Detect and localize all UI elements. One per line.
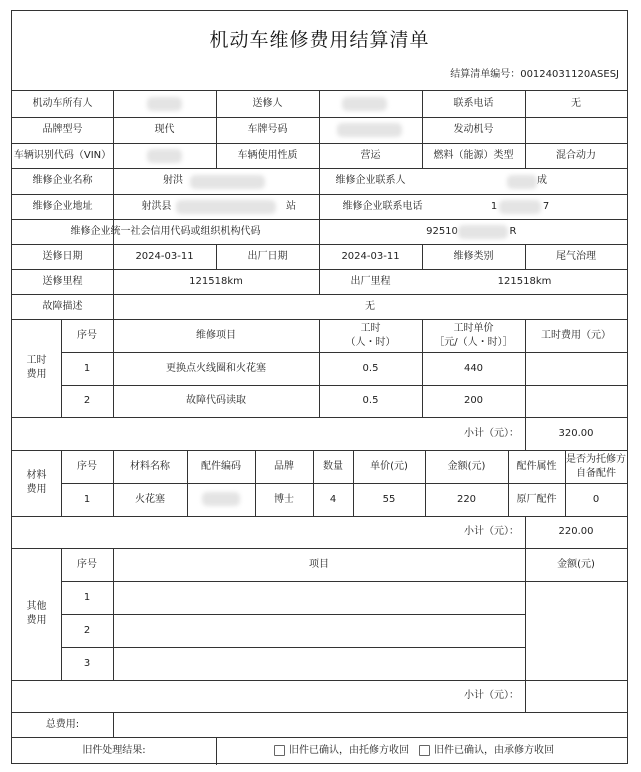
redacted-credit-code xyxy=(458,225,508,239)
send-date-label: 送修日期 xyxy=(42,250,83,262)
fuel-label: 燃料（能源）类型 xyxy=(433,149,514,161)
other-section-label xyxy=(12,548,61,680)
divider xyxy=(319,219,320,244)
other-header-no: 序号 xyxy=(77,558,97,570)
send-mileage-label: 送修里程 xyxy=(42,275,83,287)
labor-header-price-1: 工时单价 xyxy=(453,322,494,334)
labor-header-price-2: ［元/（人・时）］ xyxy=(434,336,513,348)
labor-row-no: 1 xyxy=(83,362,91,374)
fault-label: 故障描述 xyxy=(42,300,83,312)
repair-type-value: 尾气治理 xyxy=(556,250,596,262)
material-header-consign-2: 自备配件 xyxy=(576,467,616,479)
labor-header-price xyxy=(422,319,525,352)
other-row-amount xyxy=(525,581,627,614)
other-row-item xyxy=(113,614,525,647)
labor-header-fee: 工时费用（元） xyxy=(541,329,611,341)
contact-label: 维修企业联系人 xyxy=(335,175,406,186)
redacted-part-code xyxy=(202,492,240,506)
material-section-label-2: 费用 xyxy=(26,484,47,495)
material-header-qty: 数量 xyxy=(323,460,343,472)
total-value xyxy=(113,712,627,737)
address-value: 射洪县 xyxy=(141,200,172,212)
material-row-name: 火花塞 xyxy=(135,493,165,505)
usage-label: 车辆使用性质 xyxy=(237,149,298,161)
fuel-value: 混合动力 xyxy=(556,149,596,161)
other-section-label-1: 其他 xyxy=(26,601,47,612)
material-row-brand: 博士 xyxy=(274,493,294,505)
other-row-no: 3 xyxy=(83,657,91,669)
redacted-address xyxy=(176,200,276,214)
old-parts-option-owner: 旧件已确认，由托修方收回 xyxy=(289,744,409,756)
contact-phone-value-end: 7 xyxy=(542,200,550,212)
repair-type-label: 维修类别 xyxy=(453,250,494,262)
other-subtotal-value xyxy=(525,680,627,712)
page-title: 机动车维修费用结算清单 xyxy=(209,29,430,51)
labor-header-hours xyxy=(319,319,422,352)
send-date-value: 2024-03-11 xyxy=(135,250,194,262)
contact-phone-label: 维修企业联系电话 xyxy=(342,200,423,212)
other-header-amount: 金额(元) xyxy=(557,558,595,570)
redacted-owner xyxy=(147,97,182,111)
phone-label: 联系电话 xyxy=(453,97,494,109)
other-subtotal-label: 小计（元）： xyxy=(464,690,519,701)
labor-subtotal-value: 320.00 xyxy=(558,427,594,439)
contact-phone-value: 1 xyxy=(490,200,498,212)
credit-code-value-end: R xyxy=(509,225,517,237)
material-header-amount: 金额(元) xyxy=(447,460,486,472)
contact-value: 成 xyxy=(537,175,547,186)
labor-header-hours-1: 工时 xyxy=(360,322,381,334)
labor-header-item: 维修项目 xyxy=(196,329,236,341)
labor-row-item: 故障代码读取 xyxy=(186,395,246,406)
material-row-price: 55 xyxy=(382,493,396,505)
redacted-sender xyxy=(342,97,387,111)
old-parts-options xyxy=(216,737,627,764)
other-section-label-2: 费用 xyxy=(26,615,47,626)
phone-value: 无 xyxy=(571,97,581,109)
labor-row-fee xyxy=(525,385,627,417)
material-row-attr: 原厂配件 xyxy=(516,493,557,505)
redacted-plate xyxy=(337,123,402,137)
material-row-no: 1 xyxy=(83,493,91,505)
bill-number: 结算清单编号：00124031120ASESJ xyxy=(450,69,619,80)
labor-row-hours: 0.5 xyxy=(362,362,379,374)
material-header-code: 配件编码 xyxy=(201,460,241,472)
plate-label: 车牌号码 xyxy=(247,124,288,135)
checkbox-returned-to-repairer[interactable] xyxy=(419,745,430,756)
labor-subtotal-label: 小计（元）： xyxy=(464,427,519,439)
labor-section-label-2: 费用 xyxy=(26,369,47,380)
labor-header-no: 序号 xyxy=(77,329,97,341)
owner-label: 机动车所有人 xyxy=(32,97,93,109)
other-row-amount xyxy=(525,614,627,647)
brand-value: 现代 xyxy=(154,124,175,135)
labor-header-hours-2: （人・时） xyxy=(345,336,396,348)
send-mileage-value: 121518km xyxy=(189,275,243,287)
material-row-consign: 0 xyxy=(592,493,600,505)
brand-label: 品牌型号 xyxy=(42,124,83,135)
labor-row-price: 440 xyxy=(463,362,484,374)
redacted-company xyxy=(190,175,265,189)
labor-row-price: 200 xyxy=(463,395,484,406)
labor-section-label xyxy=(12,319,61,417)
material-header-price: 单价(元) xyxy=(370,460,408,472)
address-label: 维修企业地址 xyxy=(32,200,93,212)
material-header-consign xyxy=(565,450,627,483)
total-label: 总费用: xyxy=(45,718,80,730)
material-header-consign-1: 是否为托修方 xyxy=(566,453,626,465)
other-row-amount xyxy=(525,647,627,680)
sender-label: 送修人 xyxy=(252,97,283,109)
material-section-label xyxy=(12,450,61,516)
material-header-no: 序号 xyxy=(77,460,97,472)
address-value-end: 站 xyxy=(286,200,296,212)
out-mileage-label: 出厂里程 xyxy=(350,275,391,287)
labor-row-fee xyxy=(525,352,627,385)
credit-code-label: 维修企业统一社会信用代码或组织机构代码 xyxy=(70,225,261,237)
redacted-vin xyxy=(147,149,182,163)
out-mileage-value: 121518km xyxy=(497,275,552,287)
engine-label: 发动机号 xyxy=(453,124,494,135)
other-row-no: 1 xyxy=(83,591,91,603)
material-subtotal-value: 220.00 xyxy=(558,526,594,537)
labor-row-no: 2 xyxy=(83,395,91,406)
company-value: 射洪 xyxy=(163,175,183,186)
usage-value: 营运 xyxy=(360,149,381,161)
material-header-brand: 品牌 xyxy=(274,460,294,472)
credit-code-value: 92510 xyxy=(426,225,458,237)
fault-value: 无 xyxy=(365,300,375,312)
old-parts-option-repairer: 旧件已确认，由承修方收回 xyxy=(434,744,554,756)
vin-label: 车辆识别代码（VIN） xyxy=(13,149,112,161)
other-row-item xyxy=(113,581,525,614)
material-header-name: 材料名称 xyxy=(130,460,170,472)
labor-row-item: 更换点火线圈和火花塞 xyxy=(166,362,266,374)
checkbox-returned-to-owner[interactable] xyxy=(274,745,285,756)
other-row-no: 2 xyxy=(83,624,91,636)
old-parts-label: 旧件处理结果: xyxy=(82,744,146,756)
material-row-qty: 4 xyxy=(329,493,337,505)
labor-section-label-1: 工时 xyxy=(26,355,47,366)
redacted-contact-phone xyxy=(499,200,541,214)
material-row-amount: 220 xyxy=(456,493,477,505)
other-row-item xyxy=(113,647,525,680)
material-header-attr: 配件属性 xyxy=(516,460,557,472)
material-subtotal-label: 小计（元）： xyxy=(464,526,519,537)
other-header-item: 项目 xyxy=(309,558,329,570)
out-date-label: 出厂日期 xyxy=(247,250,288,262)
out-date-value: 2024-03-11 xyxy=(341,250,400,262)
material-section-label-1: 材料 xyxy=(26,470,47,481)
labor-row-hours: 0.5 xyxy=(362,395,379,406)
company-label: 维修企业名称 xyxy=(32,175,93,186)
settlement-form xyxy=(11,10,628,764)
